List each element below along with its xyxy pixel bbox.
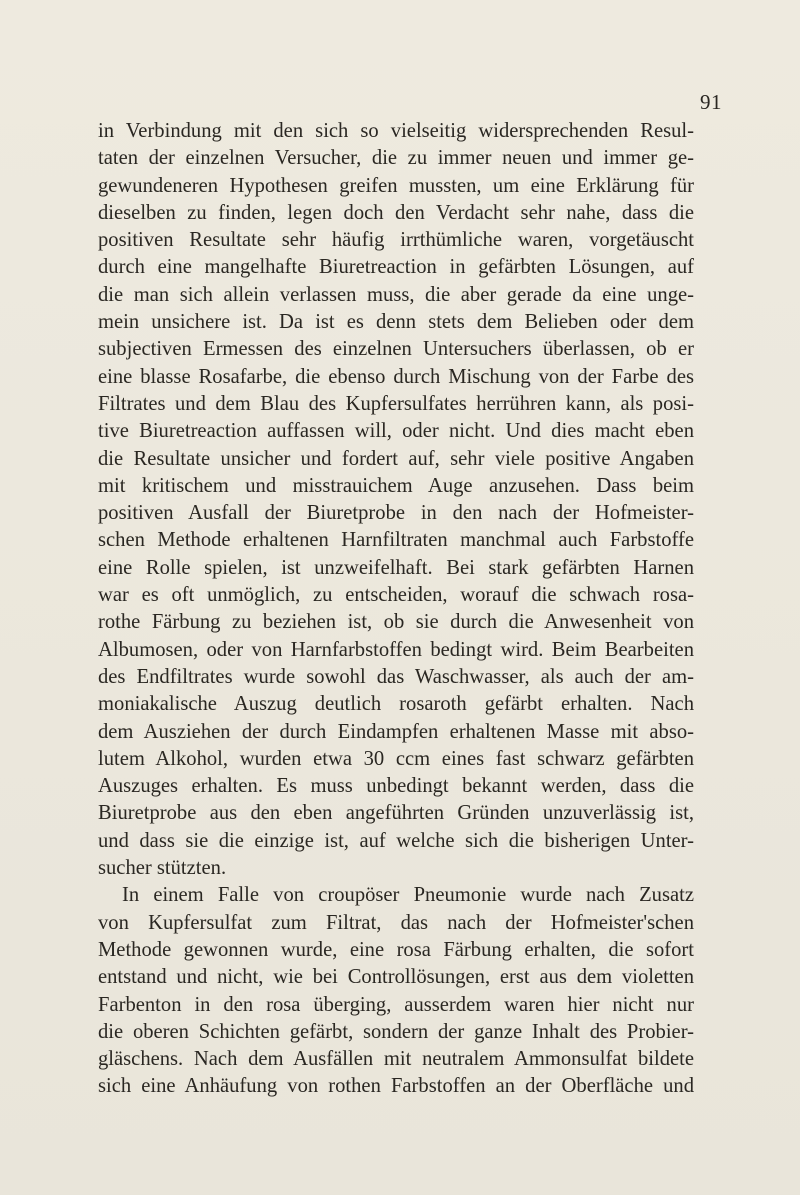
text-line: die man sich allein verlassen muss, die aber gerade da eine unge- bbox=[98, 283, 694, 306]
text-line: taten der einzelnen Versucher, die zu immer neuen und immer ge- bbox=[98, 147, 694, 170]
text-line: gläschens. Nach dem Ausfällen mit neutralem Ammonsulfat bildete bbox=[98, 1048, 694, 1071]
text-line: dieselben zu finden, legen doch den Verdacht sehr nahe, dass die bbox=[98, 201, 694, 224]
text-line: entstand und nicht, wie bei Controllösungen, erst aus dem violetten bbox=[98, 966, 694, 989]
text-line: mein unsichere ist. Da ist es denn stets dem Belieben oder dem bbox=[98, 311, 694, 334]
text-line: Auszuges erhalten. Es muss unbedingt bekannt werden, dass die bbox=[98, 775, 694, 798]
text-line: subjectiven Ermessen des einzelnen Untersuchers überlassen, ob er bbox=[98, 338, 694, 361]
paragraph-end-line: sucher stützten. bbox=[98, 857, 227, 880]
text-line: sich eine Anhäufung von rothen Farbstoffen an der Oberfläche und bbox=[98, 1075, 694, 1098]
text-line: in Verbindung mit den sich so vielseitig widersprechenden Resul- bbox=[98, 120, 694, 142]
text-line: von Kupfersulfat zum Filtrat, das nach der Hofmeister'schen bbox=[98, 911, 694, 934]
text-line: positiven Ausfall der Biuretprobe in den nach der Hofmeister- bbox=[98, 502, 694, 525]
text-line: Farbenton in den rosa überging, ausserdem waren hier nicht nur bbox=[98, 993, 694, 1016]
text-line: Biuretprobe aus den eben angeführten Gründen unzuverlässig ist, bbox=[98, 802, 694, 825]
text-line: rothe Färbung zu beziehen ist, ob sie durch die Anwesenheit von bbox=[98, 611, 694, 634]
text-line: durch eine mangelhafte Biuretreaction in gefärbten Lösungen, auf bbox=[98, 256, 694, 279]
text-line: moniakalische Auszug deutlich rosaroth gefärbt erhalten. Nach bbox=[98, 693, 694, 716]
paragraph-start-line: In einem Falle von croupöser Pneumonie wurde nach Zusatz bbox=[122, 884, 694, 907]
text-line: gewundeneren Hypothesen greifen mussten, um eine Erklärung für bbox=[98, 174, 694, 197]
text-line: mit kritischem und misstrauichem Auge anzusehen. Dass beim bbox=[98, 474, 694, 497]
text-line: eine Rolle spielen, ist unzweifelhaft. Bei stark gefärbten Harnen bbox=[98, 556, 694, 579]
text-line: Filtrates und dem Blau des Kupfersulfates herrühren kann, als posi- bbox=[98, 392, 694, 415]
text-line: eine blasse Rosafarbe, die ebenso durch Mischung von der Farbe des bbox=[98, 365, 694, 388]
text-line: des Endfiltrates wurde sowohl das Waschwasser, als auch der am- bbox=[98, 665, 694, 688]
text-line: lutem Alkohol, wurden etwa 30 ccm eines fast schwarz gefärbten bbox=[98, 747, 694, 770]
text-line: die oberen Schichten gefärbt, sondern der ganze Inhalt des Probier- bbox=[98, 1020, 694, 1043]
text-line: die Resultate unsicher und fordert auf, sehr viele positive Angaben bbox=[98, 447, 694, 470]
text-line: schen Methode erhaltenen Harnfiltraten manchmal auch Farbstoffe bbox=[98, 529, 694, 552]
text-line: Albumosen, oder von Harnfarbstoffen bedingt wird. Beim Bearbeiten bbox=[98, 638, 694, 661]
page-number: 91 bbox=[700, 90, 722, 114]
text-line: war es oft unmöglich, zu entscheiden, worauf die schwach rosa- bbox=[98, 584, 694, 607]
text-line: dem Ausziehen der durch Eindampfen erhaltenen Masse mit abso- bbox=[98, 720, 694, 743]
text-line: tive Biuretreaction auffassen will, oder nicht. Und dies macht eben bbox=[98, 420, 694, 443]
text-line: Methode gewonnen wurde, eine rosa Färbung erhalten, die sofort bbox=[98, 938, 694, 961]
body-text bbox=[98, 118, 694, 1101]
text-line: positiven Resultate sehr häufig irrthümliche waren, vorgetäuscht bbox=[98, 229, 694, 252]
text-line: und dass sie die einzige ist, auf welche sich die bisherigen Unter- bbox=[98, 829, 694, 852]
